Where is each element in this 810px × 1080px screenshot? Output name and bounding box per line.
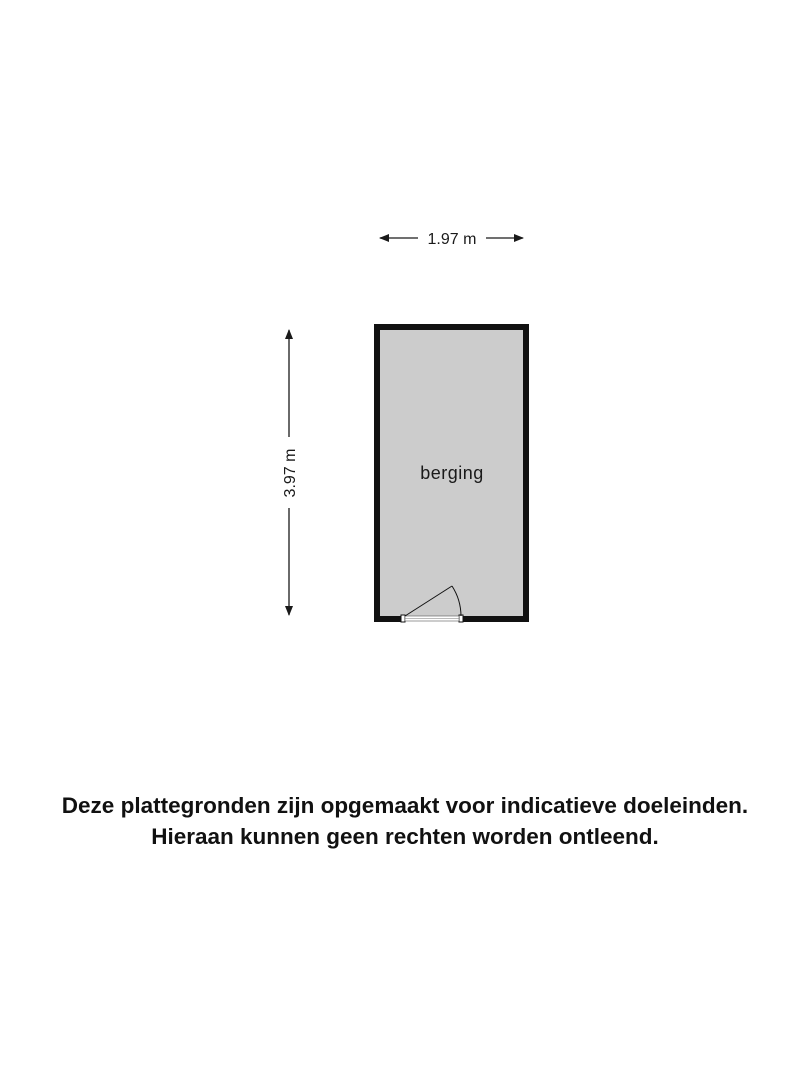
height-dimension-label: 3.97 m xyxy=(282,448,299,498)
room-label: berging xyxy=(420,463,484,483)
width-dimension-label: 1.97 m xyxy=(427,231,477,248)
door-frame-right xyxy=(459,615,463,622)
disclaimer-line-1: Deze plattegronden zijn opgemaakt voor indicatieve doeleinden. xyxy=(61,793,749,818)
room-berging xyxy=(374,324,529,622)
width-dimension xyxy=(380,231,523,248)
door-frame-left xyxy=(401,615,405,622)
wall-top xyxy=(374,324,529,330)
wall-bottom-right xyxy=(462,616,529,622)
wall-left xyxy=(374,324,380,622)
wall-bottom-left xyxy=(374,616,402,622)
disclaimer-line-2: Hieraan kunnen geen rechten worden ontleend. xyxy=(151,824,659,849)
height-dimension xyxy=(282,330,299,615)
disclaimer xyxy=(0,790,810,852)
wall-right xyxy=(523,324,529,622)
